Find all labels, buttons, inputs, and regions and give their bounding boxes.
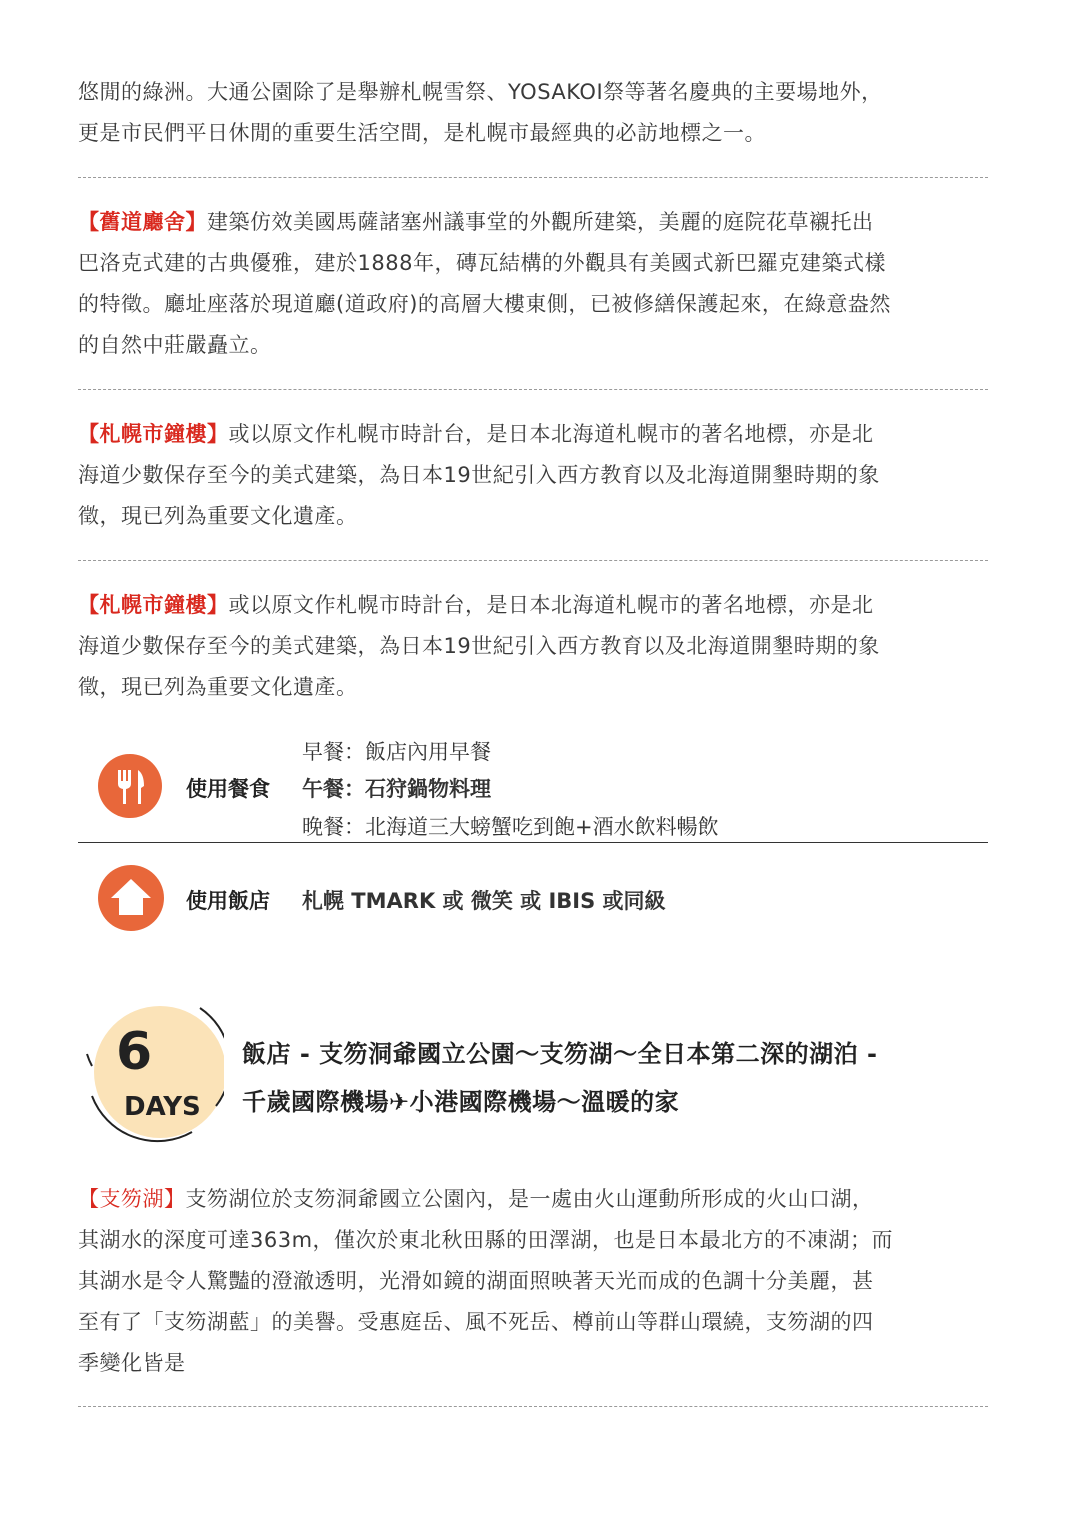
day-title-line-1: 飯店 - 支笏洞爺國立公園～支笏湖～全日本第二深的湖泊 - xyxy=(242,1040,878,1068)
shikotsu-line-4: 至有了「支笏湖藍」的美譽。受惠庭岳、風不死岳、樽前山等群山環繞，支笏湖的四 xyxy=(78,1310,874,1334)
divider xyxy=(78,177,988,178)
meal-hotel-separator xyxy=(78,842,988,843)
odori-line-1: 悠閒的綠洲。大通公園除了是舉辦札幌雪祭、YOSAKOI祭等著名慶典的主要場地外， xyxy=(78,80,883,104)
clock-tower-1-line-3: 徵，現已列為重要文化遺產。 xyxy=(78,504,358,528)
clock-tower-2-line-2: 海道少數保存至今的美式建築，為日本19世紀引入西方教育以及北海道開墾時期的象 xyxy=(78,634,880,658)
hotel-value: 札幌 TMARK 或 微笑 或 IBIS 或同級 xyxy=(302,889,666,913)
divider xyxy=(78,1406,988,1407)
dinner-text: 晚餐：北海道三大螃蟹吃到飽+酒水飲料暢飲 xyxy=(302,815,719,839)
odori-line-2: 更是市民們平日休閒的重要生活空間，是札幌市最經典的必訪地標之一。 xyxy=(78,121,766,145)
shikotsu-paragraph xyxy=(78,1179,988,1384)
lunch-text: 午餐：石狩鍋物料理 xyxy=(302,777,491,801)
government-office-line-3: 的特徵。廳址座落於現道廳(道政府)的高層大樓東側，已被修繕保護起來，在綠意盎然 xyxy=(78,292,891,316)
shikotsu-line-5: 季變化皆是 xyxy=(78,1351,186,1375)
clock-tower-2-line-3: 徵，現已列為重要文化遺產。 xyxy=(78,675,358,699)
clock-tower-paragraph-2 xyxy=(78,585,988,708)
government-office-tag: 【舊道廳舍】 xyxy=(78,210,207,234)
shikotsu-line-1: 支笏湖位於支笏洞爺國立公園內，是一處由火山運動所形成的火山口湖， xyxy=(185,1187,874,1211)
clock-tower-paragraph-1 xyxy=(78,414,988,537)
government-office-line-2: 巴洛克式建的古典優雅，建於1888年，磚瓦結構的外觀具有美國式新巴羅克建築式樣 xyxy=(78,251,886,275)
clock-tower-2-line-1: 或以原文作札幌市時計台，是日本北海道札幌市的著名地標，亦是北 xyxy=(228,593,874,617)
government-office-line-4: 的自然中莊嚴矗立。 xyxy=(78,333,272,357)
meals-label: 使用餐食 xyxy=(186,777,270,801)
clock-tower-tag-1: 【札幌市鐘樓】 xyxy=(78,422,229,446)
clock-tower-tag-2: 【札幌市鐘樓】 xyxy=(78,593,229,617)
divider xyxy=(78,389,988,390)
odori-paragraph xyxy=(78,72,988,154)
clock-tower-1-line-1: 或以原文作札幌市時計台，是日本北海道札幌市的著名地標，亦是北 xyxy=(228,422,874,446)
house-icon xyxy=(98,865,164,931)
government-office-line-1: 建築仿效美國馬薩諸塞州議事堂的外觀所建築，美麗的庭院花草襯托出 xyxy=(207,210,874,234)
day-unit: DAYS xyxy=(124,1092,201,1122)
hotel-label: 使用飯店 xyxy=(186,889,270,913)
shikotsu-tag: 【支笏湖】 xyxy=(78,1187,186,1211)
fork-knife-icon xyxy=(98,754,162,818)
shikotsu-line-2: 其湖水的深度可達363m，僅次於東北秋田縣的田澤湖，也是日本最北方的不凍湖；而 xyxy=(78,1228,894,1252)
breakfast-text: 早餐：飯店內用早餐 xyxy=(302,740,491,764)
government-office-paragraph xyxy=(78,202,988,366)
clock-tower-1-line-2: 海道少數保存至今的美式建築，為日本19世紀引入西方教育以及北海道開墾時期的象 xyxy=(78,463,880,487)
divider xyxy=(78,560,988,561)
day-title-line-2: 千歲國際機場✈小港國際機場～溫暖的家 xyxy=(242,1088,680,1116)
day-number: 6 xyxy=(116,1022,153,1082)
shikotsu-line-3: 其湖水是令人驚豔的澄澈透明，光滑如鏡的湖面照映著天光而成的色調十分美麗，甚 xyxy=(78,1269,874,1293)
day-badge xyxy=(82,996,224,1144)
